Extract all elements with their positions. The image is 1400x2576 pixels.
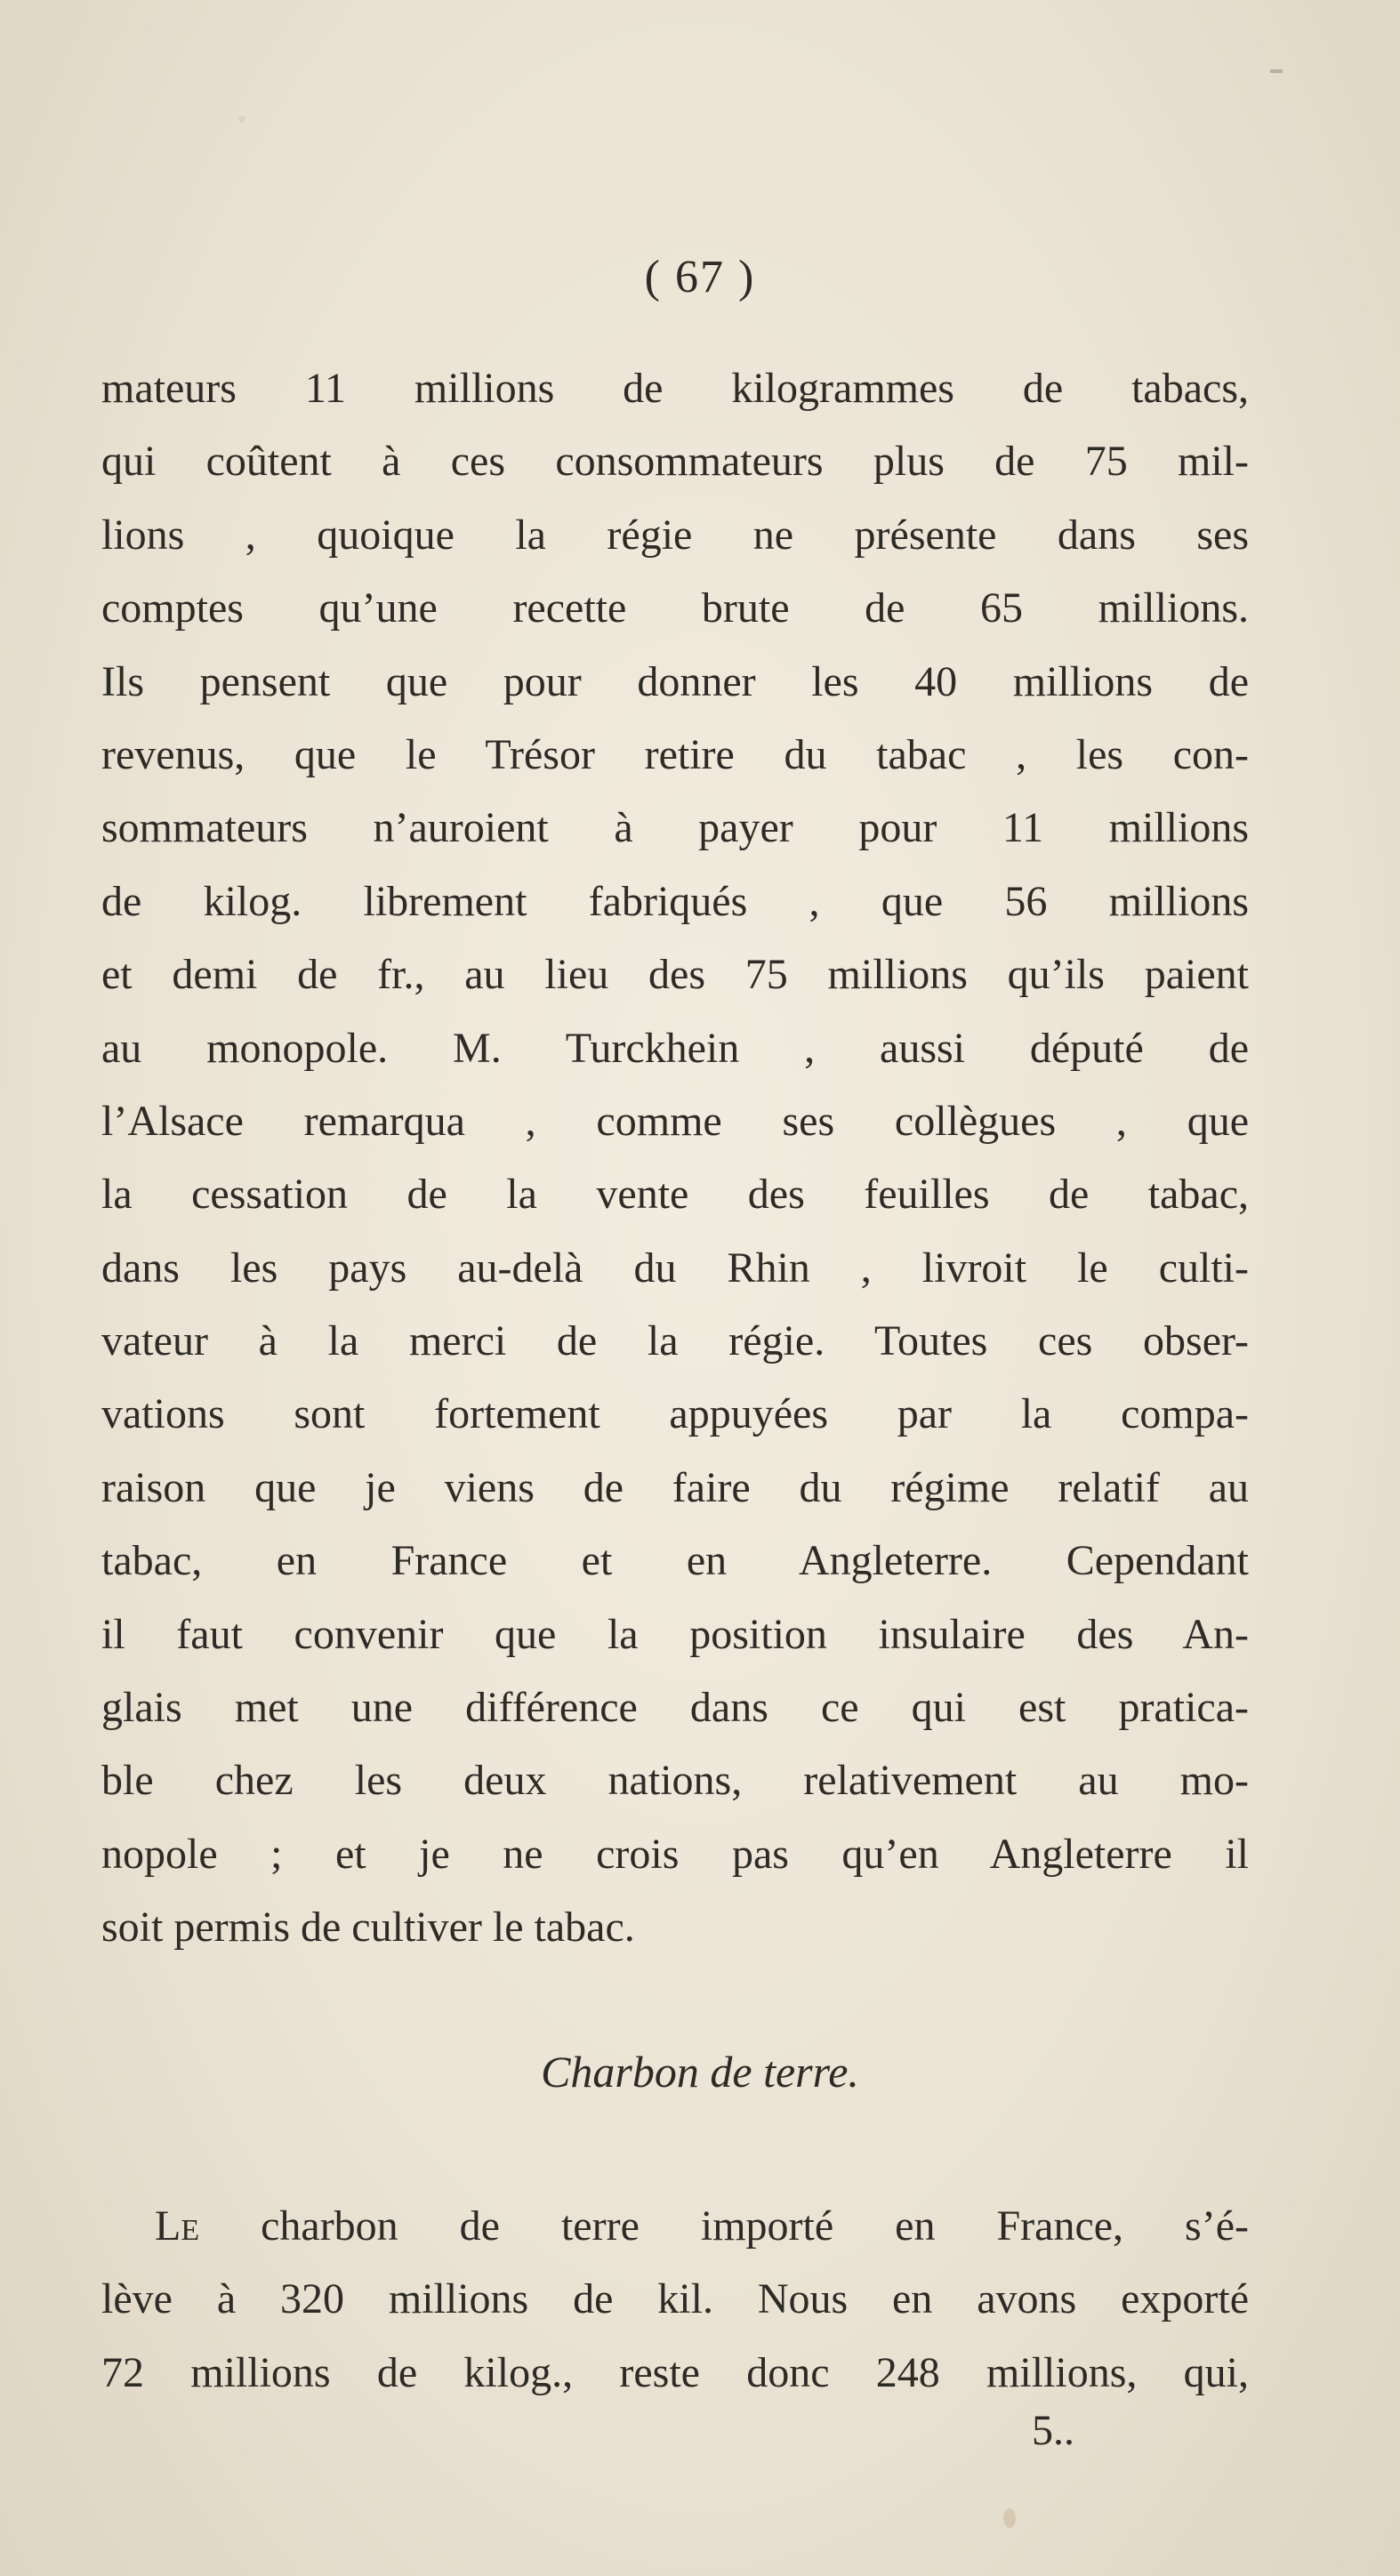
text-line: lève à 320 millions de kil. Nous en avons exporté [101,2275,1249,2323]
text-line: qui coûtent à ces consommateurs plus de 75 mil- [101,438,1249,486]
drop-word: Le [155,2202,200,2250]
text-line: 72 millions de kilog., reste donc 248 millions, qui, [101,2348,1249,2396]
text-line: glais met une différence dans ce qui est pratica- [101,1684,1249,1732]
text-line: ble chez les deux nations, relativement au mo- [101,1757,1249,1805]
text-line: mateurs 11 millions de kilogrammes de tabacs, [101,365,1249,412]
text-line: dans les pays au-delà du Rhin , livroit le culti- [101,1244,1249,1292]
signature-mark: 5.. [1032,2407,1074,2454]
text-line: au monopole. M. Turckhein , aussi député de [101,1024,1249,1072]
text-line: de kilog. librement fabriqués , que 56 millions [101,877,1249,925]
text-line: et demi de fr., au lieu des 75 millions qu’ils paient [101,951,1249,999]
text-line: Le charbon de terre importé en France, s’é- [155,2202,1249,2250]
text-line: tabac, en France et en Angleterre. Cependant [101,1537,1249,1585]
text-line: Ils pensent que pour donner les 40 millions de [101,657,1249,705]
text-line: raison que je viens de faire du régime relatif au [101,1463,1249,1511]
text-line: il faut convenir que la position insulaire des An- [101,1610,1249,1658]
paragraph-coal [101,2190,1249,2410]
text-line: nopole ; et je ne crois pas qu’en Angleterre il [101,1830,1249,1878]
section-title: Charbon de terre. [541,2047,859,2097]
paper-stain [238,116,245,123]
text-line: soit permis de cultiver le tabac. [101,1904,635,1952]
page-edge-mark [1270,69,1283,73]
text-line: la cessation de la vente des feuilles de tabac, [101,1171,1249,1219]
text-line: vateur à la merci de la régie. Toutes ces obser- [101,1317,1249,1365]
paragraph-tobacco [101,352,1249,1965]
text-line: comptes qu’une recette brute de 65 millions. [101,584,1249,632]
text-line: lions , quoique la régie ne présente dans ses [101,511,1249,559]
paper-stain [1003,2508,1016,2528]
page-number-header: ( 67 ) [644,252,756,302]
text-line: vations sont fortement appuyées par la compa- [101,1390,1249,1438]
text-line: l’Alsace remarqua , comme ses collègues , que [101,1097,1249,1145]
text-line: revenus, que le Trésor retire du tabac , les con- [101,730,1249,778]
text-line: sommateurs n’auroient à payer pour 11 millions [101,804,1249,852]
